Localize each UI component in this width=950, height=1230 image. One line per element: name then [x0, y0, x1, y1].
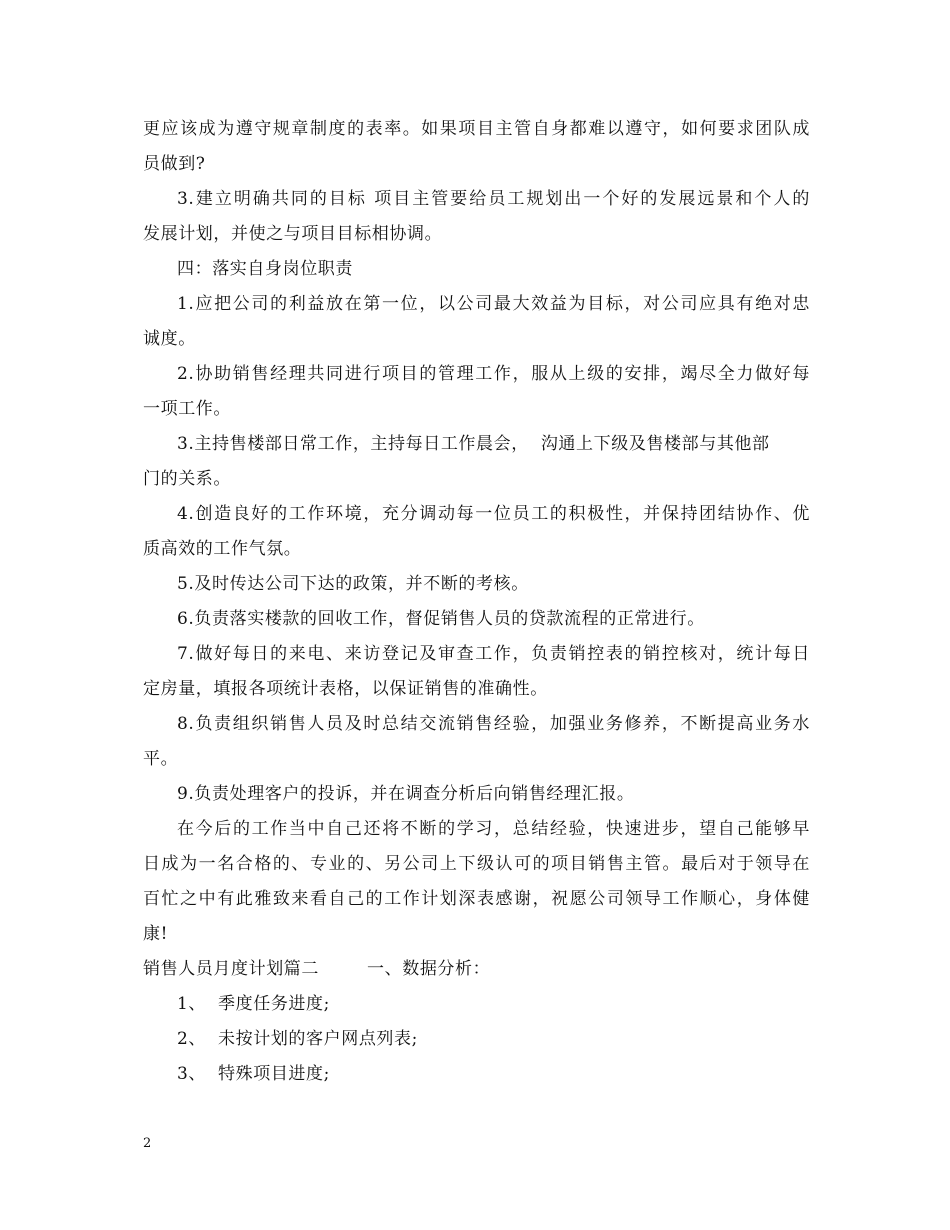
paragraph-line: 门的关系。 [143, 469, 231, 489]
paragraph-line: 定房量，填报各项统计表格，以保证销售的准确性。 [143, 679, 548, 699]
section-heading: 销售人员月度计划篇二 一、数据分析： [143, 959, 491, 979]
paragraph-line: 5.及时传达公司下达的政策，并不断的考核。 [177, 574, 529, 594]
paragraph-line: 平。 [143, 749, 179, 769]
section-heading: 四：落实自身岗位职责 [177, 259, 353, 279]
paragraph-line: 康! [143, 924, 169, 944]
paragraph-line: 9.负责处理客户的投诉，并在调查分析后向销售经理汇报。 [177, 784, 635, 804]
paragraph-line: 诚度。 [143, 329, 196, 349]
paragraph-line: 员做到? [143, 154, 206, 174]
paragraph-line: 1.应把公司的利益放在第一位，以公司最大效益为目标，对公司应具有绝对忠 [177, 294, 810, 314]
paragraph-line: 一项工作。 [143, 399, 231, 419]
paragraph-line: 6.负责落实楼款的回收工作，督促销售人员的贷款流程的正常进行。 [177, 609, 705, 629]
paragraph-line: 8.负责组织销售人员及时总结交流销售经验，加强业务修养，不断提高业务水 [177, 714, 810, 734]
page-number: 2 [143, 1136, 152, 1151]
paragraph-line: 4.创造良好的工作环境，充分调动每一位员工的积极性，并保持团结协作、优 [177, 504, 810, 524]
list-item: 1、 季度任务进度; [177, 994, 330, 1014]
paragraph-line: 7.做好每日的来电、来访登记及审查工作，负责销控表的销控核对，统计每日 [177, 644, 810, 664]
paragraph-line: 2.协助销售经理共同进行项目的管理工作，服从上级的安排，竭尽全力做好每 [177, 364, 810, 384]
document-body [143, 112, 810, 1092]
paragraph-line: 日成为一名合格的、专业的、另公司上下级认可的项目销售主管。最后对于领导在 [143, 854, 810, 874]
paragraph-line: 3.建立明确共同的目标 项目主管要给员工规划出一个好的发展远景和个人的 [177, 189, 810, 209]
paragraph-line: 百忙之中有此雅致来看自己的工作计划深表感谢，祝愿公司领导工作顺心，身体健 [143, 889, 810, 909]
list-item: 3、 特殊项目进度; [177, 1064, 330, 1084]
list-item: 2、 未按计划的客户网点列表; [177, 1029, 418, 1049]
paragraph-line: 在今后的工作当中自己还将不断的学习，总结经验，快速进步，望自己能够早 [177, 819, 810, 839]
paragraph-line: 质高效的工作气氛。 [143, 539, 302, 559]
paragraph-line: 更应该成为遵守规章制度的表率。如果项目主管自身都难以遵守，如何要求团队成 [143, 119, 810, 139]
paragraph-line: 3.主持售楼部日常工作，主持每日工作晨会， 沟通上下级及售楼部与其他部 [177, 434, 770, 454]
paragraph-line: 发展计划，并使之与项目目标相协调。 [143, 224, 443, 244]
